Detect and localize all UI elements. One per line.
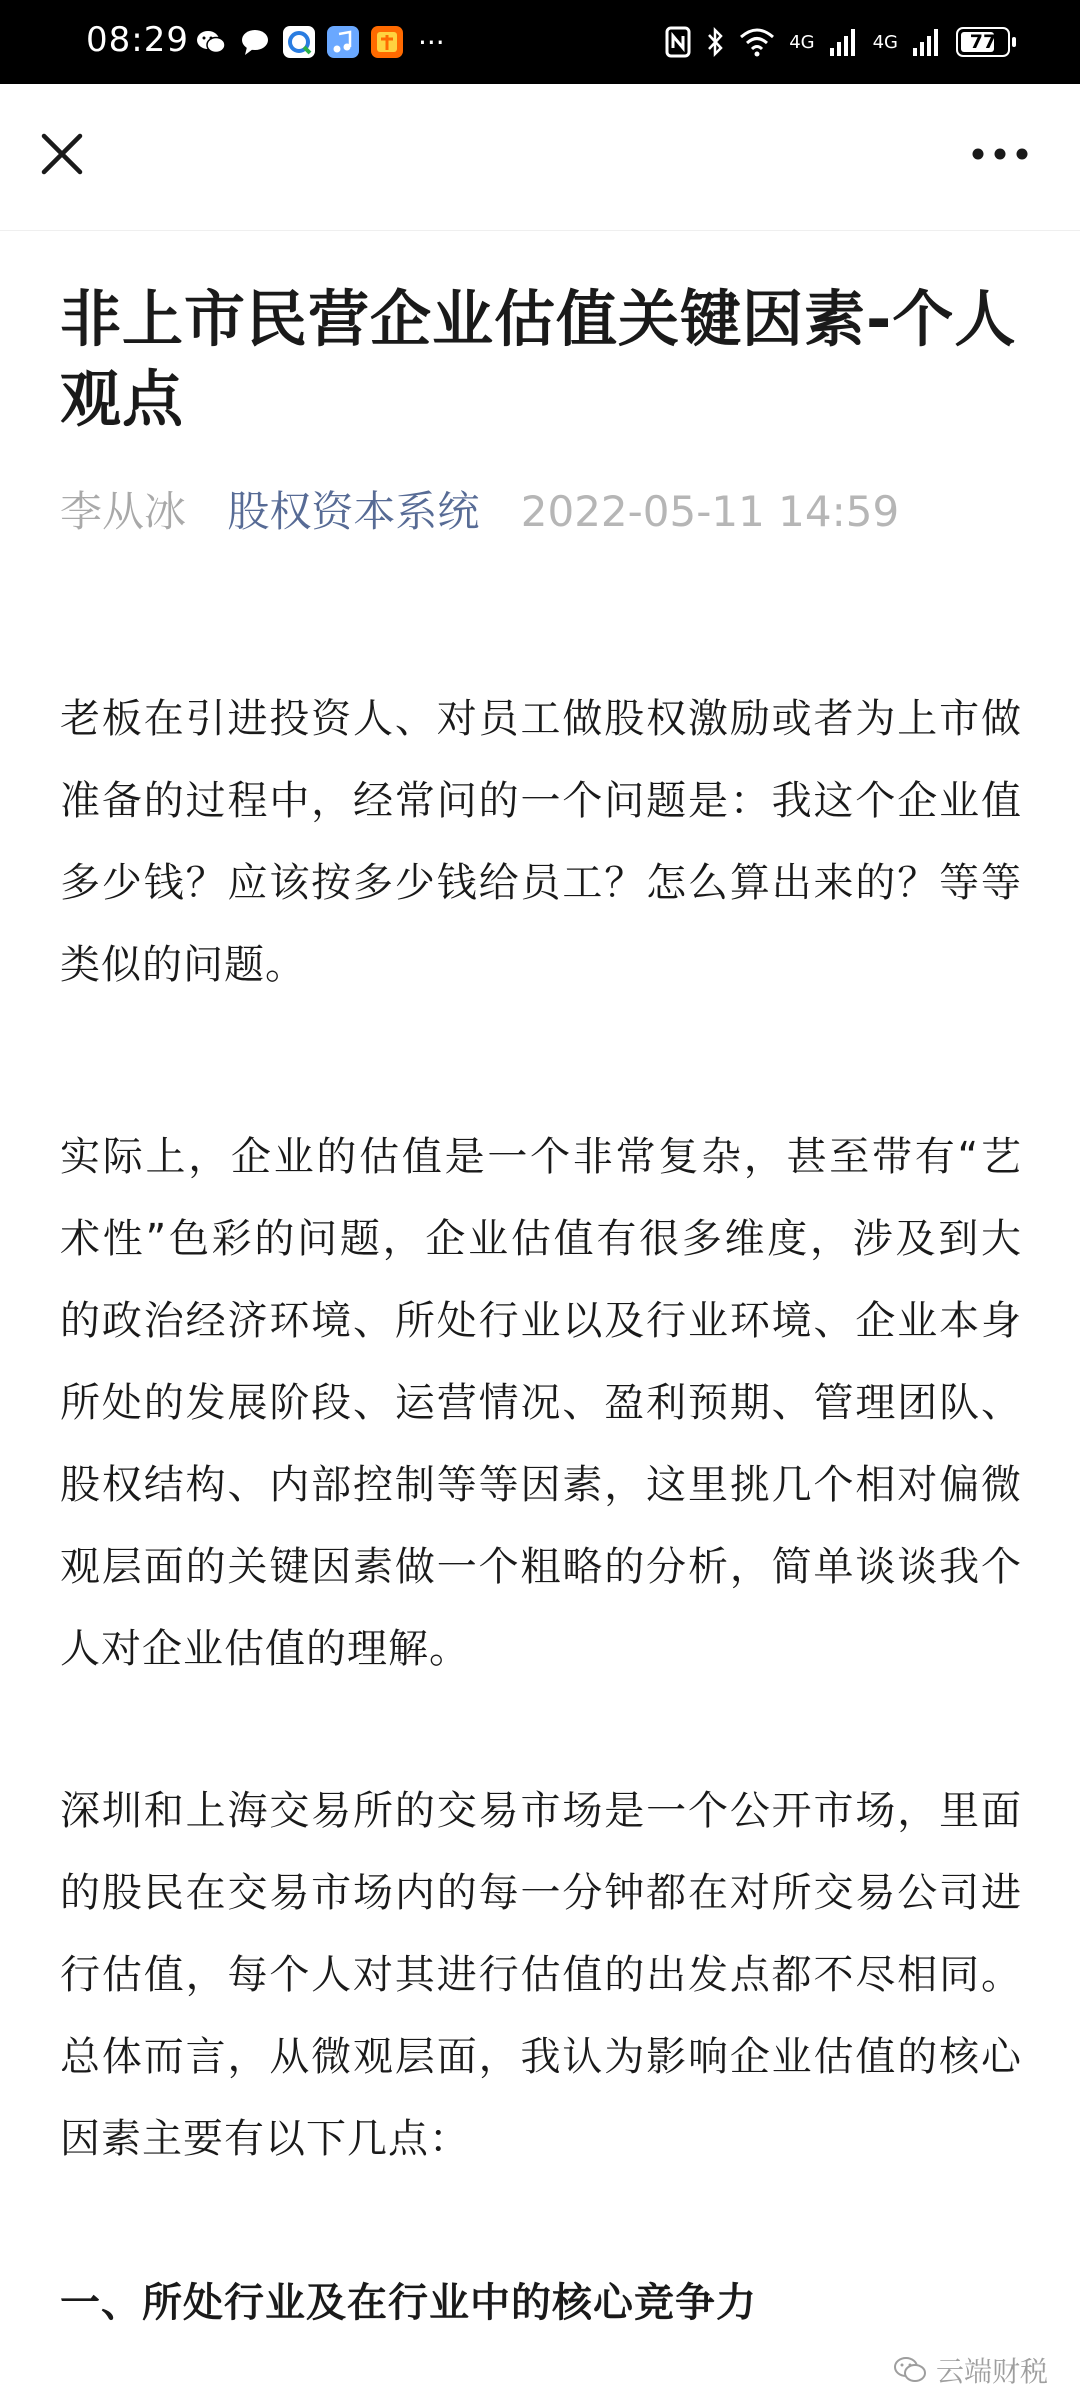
account-name-link[interactable]: 股权资本系统 [227, 487, 480, 536]
top-navbar [0, 84, 1080, 231]
watermark [892, 2350, 1048, 2390]
status-time: 08:29 [86, 20, 189, 60]
wifi-icon [739, 27, 775, 57]
status-bar [0, 0, 1080, 84]
article-title: 非上市民营企业估值关键因素-个人观点 [60, 284, 1017, 435]
system-indicators [665, 18, 1010, 66]
more-icon [964, 126, 1036, 182]
network-type-label-2: 4G [872, 31, 898, 53]
nfc-icon [665, 26, 691, 58]
wechat-watermark-icon [892, 2355, 928, 2385]
battery-percent: 77 [969, 31, 997, 53]
publish-date: 2022-05-11 14:59 [520, 487, 900, 536]
article-paragraph: 实际上，企业的估值是一个非常复杂，甚至带有“艺术性”色彩的问题，企业估值有很多维度，涉及到大的政治经济环境、所处行业以及行业环境、企业本身所处的发展阶段、运营情况、盈利预期、管理团队、股权结构、内部控制等等因素，这里挑几个相对偏微观层面的关键因素做一个粗略的分析，简单谈谈我个人对企业估值的理解。 [60, 1134, 1022, 1672]
more-button[interactable] [964, 126, 1036, 182]
music-icon [326, 25, 360, 59]
article-paragraph: 老板在引进投资人、对员工做股权激励或者为上市做准备的过程中，经常问的一个问题是：我这个企业值多少钱？应该按多少钱给员工？怎么算出来的？等等类似的问题。 [60, 696, 1022, 988]
status-overflow: ··· [418, 25, 445, 59]
section-heading: 一、所处行业及在行业中的核心竞争力 [60, 2280, 757, 2326]
signal-icon [829, 27, 859, 57]
watermark-text: 云端财税 [935, 2355, 1048, 2388]
article [60, 280, 1022, 2326]
battery-indicator [956, 27, 1010, 57]
close-button[interactable] [30, 122, 94, 186]
wechat-icon [194, 25, 228, 59]
notification-icons [194, 22, 445, 62]
article-meta [60, 484, 1022, 540]
message-icon [238, 25, 272, 59]
app-blue-icon [282, 25, 316, 59]
network-type-label: 4G [789, 31, 815, 53]
close-icon [30, 122, 94, 186]
taobao-icon [370, 25, 404, 59]
article-author: 李从冰 [60, 487, 187, 536]
article-paragraph: 深圳和上海交易所的交易市场是一个公开市场，里面的股民在交易市场内的每一分钟都在对所交易公司进行估值，每个人对其进行估值的出发点都不尽相同。总体而言，从微观层面，我认为影响企业估值的核心因素主要有以下几点： [60, 1788, 1022, 2162]
signal-icon-2 [912, 27, 942, 57]
bluetooth-icon [705, 26, 725, 58]
